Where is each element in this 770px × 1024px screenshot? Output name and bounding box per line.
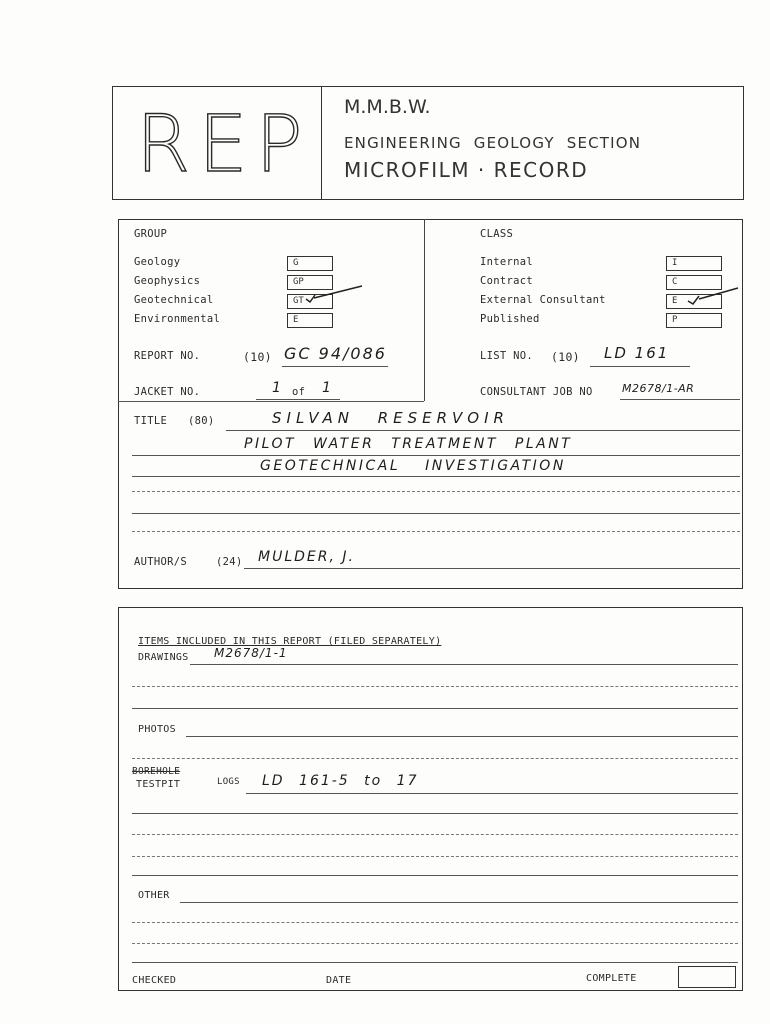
author-label: AUTHOR/S: [134, 556, 187, 568]
jacket-no-line: [256, 399, 340, 400]
rep-logo: REP: [136, 100, 311, 190]
report-no-label: REPORT NO.: [134, 350, 201, 362]
geotechnical-check-icon: [300, 282, 370, 310]
title-rule-3: [132, 476, 740, 477]
other-rule-3: [132, 943, 738, 944]
external-consultant-check-icon: [684, 282, 744, 310]
org-name: M.M.B.W.: [344, 96, 431, 118]
jacket-no-of: of: [292, 386, 306, 398]
complete-label: COMPLETE: [586, 973, 637, 984]
record-title: MICROFILM · RECORD: [344, 158, 589, 182]
class-code-external-consultant[interactable]: E: [666, 294, 722, 309]
logs-rule-5: [132, 875, 738, 876]
checked-label: CHECKED: [132, 975, 177, 986]
class-code-published[interactable]: P: [666, 313, 722, 328]
logs-rule-4: [132, 856, 738, 857]
title-rule-6: [132, 531, 740, 532]
author-value[interactable]: MULDER, J.: [258, 549, 355, 565]
group-label-geotechnical: Geotechnical: [134, 294, 214, 306]
group-code-geology[interactable]: G: [287, 256, 333, 271]
class-code-contract[interactable]: C: [666, 275, 722, 290]
title-line-2[interactable]: PILOT WATER TREATMENT PLANT: [244, 436, 573, 452]
group-divider-v: [424, 219, 425, 401]
group-label-geophysics: Geophysics: [134, 275, 201, 287]
other-rule-4: [132, 962, 738, 963]
logs-rule-2: [132, 813, 738, 814]
drawings-label: DRAWINGS: [138, 652, 189, 663]
title-line-1[interactable]: SILVAN RESERVOIR: [272, 409, 509, 427]
author-length: (24): [216, 556, 243, 568]
complete-box[interactable]: [678, 966, 736, 988]
drawings-rule-2: [132, 686, 738, 687]
title-rule-1: [226, 430, 740, 431]
jacket-no-total[interactable]: 1: [322, 380, 333, 396]
group-heading: GROUP: [134, 228, 168, 240]
title-line-3[interactable]: GEOTECHNICAL INVESTIGATION: [260, 458, 566, 474]
class-code-internal[interactable]: I: [666, 256, 722, 271]
photos-label: PHOTOS: [138, 724, 176, 735]
jacket-no-label: JACKET NO.: [134, 386, 201, 398]
report-no-length: (10): [243, 350, 272, 364]
class-label-external-consultant: External Consultant: [480, 294, 606, 306]
group-label-environmental: Environmental: [134, 313, 221, 325]
title-rule-5: [132, 513, 740, 514]
report-no-value[interactable]: GC 94/086: [284, 344, 387, 363]
jacket-no-value[interactable]: 1: [272, 380, 283, 396]
class-label-published: Published: [480, 313, 540, 325]
details-box: [118, 219, 743, 589]
group-code-environmental[interactable]: E: [287, 313, 333, 328]
class-label-internal: Internal: [480, 256, 533, 268]
other-label: OTHER: [138, 890, 170, 901]
photos-rule-2: [132, 758, 738, 759]
borehole-label: BOREHOLE: [132, 766, 181, 777]
consultant-job-value[interactable]: M2678/1-AR: [622, 382, 695, 395]
class-label-contract: Contract: [480, 275, 533, 287]
logs-label: LOGS: [217, 777, 240, 787]
other-line: [180, 902, 738, 903]
items-heading: ITEMS INCLUDED IN THIS REPORT (FILED SEPARATELY): [138, 636, 442, 647]
list-no-line: [590, 366, 690, 367]
group-code-geotechnical[interactable]: GT: [287, 294, 333, 309]
other-rule-2: [132, 922, 738, 923]
photos-line: [186, 736, 738, 737]
consultant-job-line: [620, 399, 740, 400]
drawings-value[interactable]: M2678/1-1: [214, 646, 288, 660]
class-heading: CLASS: [480, 228, 514, 240]
header-divider: [321, 86, 322, 200]
title-label: TITLE: [134, 415, 168, 427]
logs-rule-3: [132, 834, 738, 835]
title-rule-2: [132, 455, 740, 456]
logs-line: [246, 793, 738, 794]
date-label: DATE: [326, 975, 352, 986]
title-length: (80): [188, 415, 215, 427]
title-rule-4: [132, 491, 740, 492]
consultant-job-label: CONSULTANT JOB NO: [480, 386, 593, 398]
author-line: [244, 568, 740, 569]
list-no-length: (10): [551, 350, 580, 364]
testpit-label: TESTPIT: [136, 779, 181, 790]
group-label-geology: Geology: [134, 256, 181, 268]
logs-value[interactable]: LD 161-5 to 17: [262, 773, 419, 789]
group-code-geophysics[interactable]: GP: [287, 275, 333, 290]
section-name: ENGINEERING GEOLOGY SECTION: [344, 134, 642, 152]
group-divider-h: [118, 401, 424, 402]
list-no-value[interactable]: LD 161: [604, 344, 670, 362]
report-no-line: [282, 366, 388, 367]
list-no-label: LIST NO.: [480, 350, 533, 362]
drawings-rule-3: [132, 708, 738, 709]
drawings-line: [190, 664, 738, 665]
